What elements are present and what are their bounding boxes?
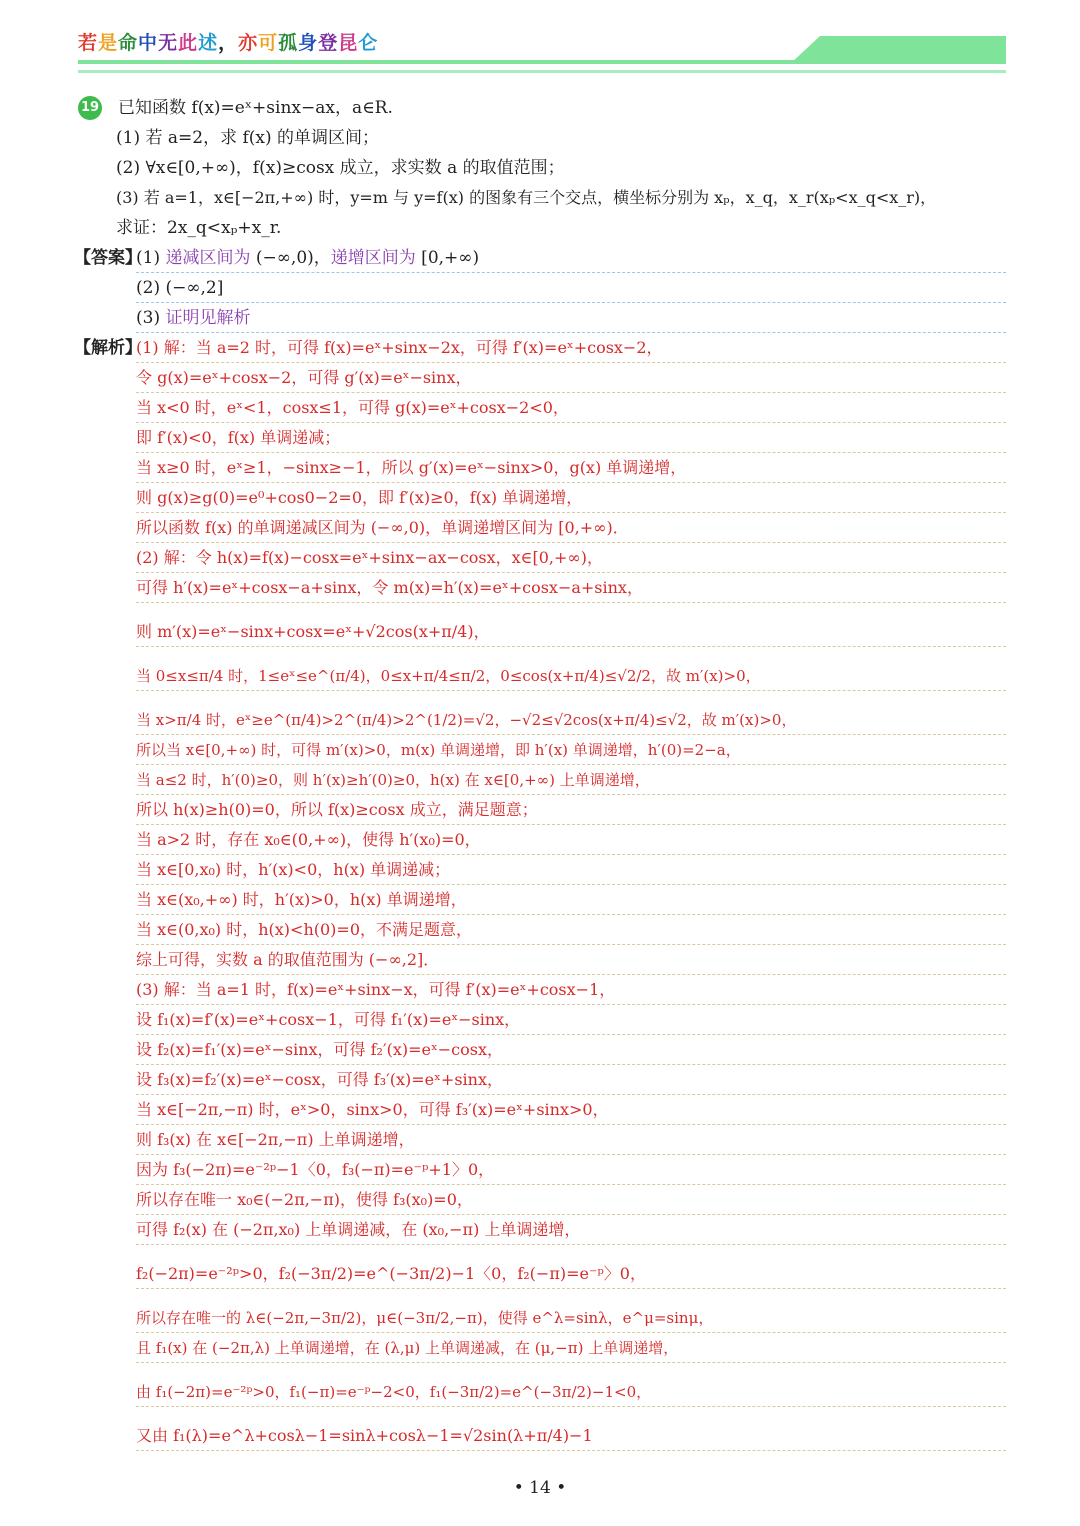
question-part-3: (3) 若 a=1，x∈[−2π,+∞) 时，y=m 与 y=f(x) 的图象有三个交点，横坐标分别为 xₚ，x_q，x_r(xₚ<x_q<x_r)， (116, 188, 937, 207)
solution-tag: 【解析】 (74, 338, 142, 358)
solution-line-text: 即 f′(x)<0，f(x) 单调递减； (136, 428, 341, 447)
solution-line-text: 当 x∈[0,x₀) 时，h′(x)<0，h(x) 单调递减； (136, 860, 451, 879)
solution-line (136, 1064, 1006, 1095)
solution-line-text: f₂(−2π)=e⁻²ᵖ>0，f₂(−3π/2)=e^(−3π/2)−1〈0，f₂(−π)=e⁻ᵖ〉0， (136, 1264, 646, 1283)
solution-line-text: 当 x∈[−2π,−π) 时，eˣ>0，sinx>0，可得 f₃′(x)=eˣ+sinx>0， (136, 1100, 609, 1119)
motto-char: 登 (318, 32, 339, 54)
solution-line (136, 1214, 1006, 1245)
solution-line (136, 482, 1006, 513)
motto-char: 是 (98, 32, 119, 54)
motto-char: 亦 (238, 32, 259, 54)
motto-char: 若 (78, 32, 99, 54)
solution-line-text: 当 x∈(x₀,+∞) 时，h′(x)>0，h(x) 单调递增， (136, 890, 467, 909)
solution-line-text: 综上可得，实数 a 的取值范围为 (−∞,2]． (136, 950, 440, 969)
motto-char: 仑 (358, 32, 379, 54)
answer-tag: 【答案】 (74, 248, 142, 268)
solution-line (136, 332, 1006, 363)
solution-line (136, 1034, 1006, 1065)
solution-line-text: 设 f₃(x)=f₂′(x)=eˣ−cosx，可得 f₃′(x)=eˣ+sinx， (136, 1070, 503, 1089)
motto-char: 述 (198, 32, 219, 54)
motto-char: 身 (298, 32, 319, 54)
motto-char: 昆 (338, 32, 359, 54)
solution-line (136, 974, 1006, 1005)
solution-line-text: 由 f₁(−2π)=e⁻²ᵖ>0，f₁(−π)=e⁻ᵖ−2<0，f₁(−3π/2)=e^(−3π/2)−1<0， (136, 1383, 652, 1401)
solution-line (136, 690, 1006, 735)
solution-line-text: 当 a>2 时，存在 x₀∈(0,+∞)，使得 h′(x₀)=0， (136, 830, 481, 849)
solution-line (136, 1288, 1006, 1333)
solution-line-text: 所以存在唯一 x₀∈(−2π,−π)，使得 f₃(x₀)=0， (136, 1190, 473, 1209)
question-stem: 已知函数 f(x)=eˣ+sinx−ax，a∈R. (118, 98, 393, 118)
motto-char: 命 (118, 32, 139, 54)
solution-line-text: 设 f₁(x)=f′(x)=eˣ+cosx−1，可得 f₁′(x)=eˣ−sinx， (136, 1010, 521, 1029)
solution-line-text: 则 f₃(x) 在 x∈[−2π,−π) 上单调递增， (136, 1130, 415, 1149)
solution-line (136, 452, 1006, 483)
solution-line (136, 734, 1006, 765)
answer-3-pre: (3) (136, 308, 166, 328)
solution-line-text: 所以当 x∈[0,+∞) 时，可得 m′(x)>0，m(x) 单调递增，即 h′(x) 单调递增，h′(0)=2−a， (136, 741, 741, 759)
solution-line-text: 当 x≥0 时，eˣ≥1，−sinx≥−1，所以 g′(x)=eˣ−sinx>0，g(x) 单调递增， (136, 458, 687, 477)
solution-line (136, 884, 1006, 915)
solution-line-text: 可得 f₂(x) 在 (−2π,x₀) 上单调递减，在 (x₀,−π) 上单调递增， (136, 1220, 581, 1239)
solution-line (136, 602, 1006, 647)
solution-line (136, 914, 1006, 945)
solution-line-text: (1) 解：当 a=2 时，可得 f(x)=eˣ+sinx−2x，可得 f′(x)=eˣ+cosx−2， (136, 338, 663, 357)
motto-char: 此 (178, 32, 199, 54)
solution-line-text: 可得 h′(x)=eˣ+cosx−a+sinx，令 m(x)=h′(x)=eˣ+cosx−a+sinx， (136, 578, 643, 597)
answer-item-2 (136, 272, 1006, 303)
solution-line-text: 当 a≤2 时，h′(0)≥0，则 h′(x)≥h′(0)≥0，h(x) 在 x∈[0,+∞) 上单调递增， (136, 771, 650, 789)
solution-line (136, 824, 1006, 855)
solution-line-text: 所以存在唯一的 λ∈(−2π,−3π/2)，μ∈(−3π/2,−π)，使得 e^λ=sinλ，e^μ=sinμ， (136, 1309, 714, 1327)
motto-char: 无 (158, 32, 179, 54)
solution-line (136, 542, 1006, 573)
solution-line (136, 572, 1006, 603)
solution-line-text: (2) 解：令 h(x)=f(x)−cosx=eˣ+sinx−ax−cosx，x∈[0,+∞)， (136, 548, 603, 567)
solution-line-text: 则 m′(x)=eˣ−sinx+cosx=eˣ+√2cos(x+π/4)， (136, 622, 490, 641)
solution-line (136, 1154, 1006, 1185)
answer-1-post: [0,+∞) (415, 248, 480, 268)
page-header (0, 0, 1080, 90)
solution-line (136, 512, 1006, 543)
solution-line-text: 令 g(x)=eˣ+cosx−2，可得 g′(x)=eˣ−sinx， (136, 368, 472, 387)
solution-line-text: 设 f₂(x)=f₁′(x)=eˣ−sinx，可得 f₂′(x)=eˣ−cosx， (136, 1040, 503, 1059)
question-part-2: (2) ∀x∈[0,+∞)，f(x)≥cosx 成立，求实数 a 的取值范围； (116, 158, 565, 178)
solution-line (136, 392, 1006, 423)
solution-line (136, 1332, 1006, 1363)
solution-line-text: 当 x<0 时，eˣ<1，cosx≤1，可得 g(x)=eˣ+cosx−2<0， (136, 398, 569, 417)
solution-line (136, 764, 1006, 795)
solution-line (136, 854, 1006, 885)
solution-line-text: 所以 h(x)≥h(0)=0，所以 f(x)≥cosx 成立，满足题意； (136, 800, 538, 819)
solution-line (136, 422, 1006, 453)
solution-line-text: 因为 f₃(−2π)=e⁻²ᵖ−1〈0，f₃(−π)=e⁻ᵖ+1〉0， (136, 1160, 495, 1179)
answer-item-3 (136, 302, 1006, 333)
solution-line (136, 646, 1006, 691)
question-part-1: (1) 若 a=2，求 f(x) 的单调区间； (116, 128, 380, 148)
solution-line (136, 1406, 1006, 1451)
answer-1-red2: 递增区间为 (330, 248, 416, 268)
motto-char: 孤 (278, 32, 299, 54)
solution-line-text: 当 0≤x≤π/4 时，1≤eˣ≤e^(π/4)，0≤x+π/4≤π/2，0≤cos(x+π/4)≤√2/2，故 m′(x)>0， (136, 667, 761, 685)
header-tab-shape (790, 36, 1006, 64)
motto-char: ， (218, 32, 239, 54)
answer-1-pre: (1) (136, 248, 166, 268)
header-bottom-stripe (78, 70, 1006, 73)
answer-1-mid: (−∞,0)， (250, 248, 331, 268)
solution-line (136, 362, 1006, 393)
page-number: • 14 • (513, 1478, 567, 1498)
solution-line (136, 1184, 1006, 1215)
answer-2-pre: (2) (−∞,2] (136, 278, 224, 298)
solution-line-text: (3) 解：当 a=1 时，f(x)=eˣ+sinx−x，可得 f′(x)=eˣ+cosx−1， (136, 980, 616, 999)
header-motto (78, 28, 378, 55)
solution-line-text: 且 f₁(x) 在 (−2π,λ) 上单调递增，在 (λ,μ) 上单调递减，在 (μ,−π) 上单调递增， (136, 1339, 679, 1357)
answer-item-1 (136, 242, 1006, 273)
solution-line-text: 当 x∈(0,x₀) 时，h(x)<h(0)=0，不满足题意， (136, 920, 473, 939)
answer-1-red: 递减区间为 (165, 248, 251, 268)
solution-line (136, 1094, 1006, 1125)
solution-line (136, 1244, 1006, 1289)
motto-char: 可 (258, 32, 279, 54)
question-number-badge: 19 (78, 96, 102, 120)
question-part-3-conclusion: 求证：2x_q<xₚ+x_r. (116, 218, 282, 238)
solution-line-text: 则 g(x)≥g(0)=e⁰+cos0−2=0，即 f′(x)≥0，f(x) 单调递增， (136, 488, 583, 507)
solution-line (136, 944, 1006, 975)
solution-line-text: 所以函数 f(x) 的单调递减区间为 (−∞,0)，单调递增区间为 [0,+∞)． (136, 518, 629, 537)
solution-line (136, 1004, 1006, 1035)
motto-char: 中 (138, 32, 159, 54)
solution-line-text: 又由 f₁(λ)=e^λ+cosλ−1=sinλ+cosλ−1=√2sin(λ+π/4)−1 (136, 1426, 593, 1445)
solution-line (136, 1362, 1006, 1407)
solution-line-text: 当 x>π/4 时，eˣ≥e^(π/4)>2^(π/4)>2^(1/2)=√2，−√2≤√2cos(x+π/4)≤√2，故 m′(x)>0， (136, 711, 797, 729)
solution-line (136, 794, 1006, 825)
solution-line (136, 1124, 1006, 1155)
answer-3-red: 证明见解析 (165, 308, 251, 328)
